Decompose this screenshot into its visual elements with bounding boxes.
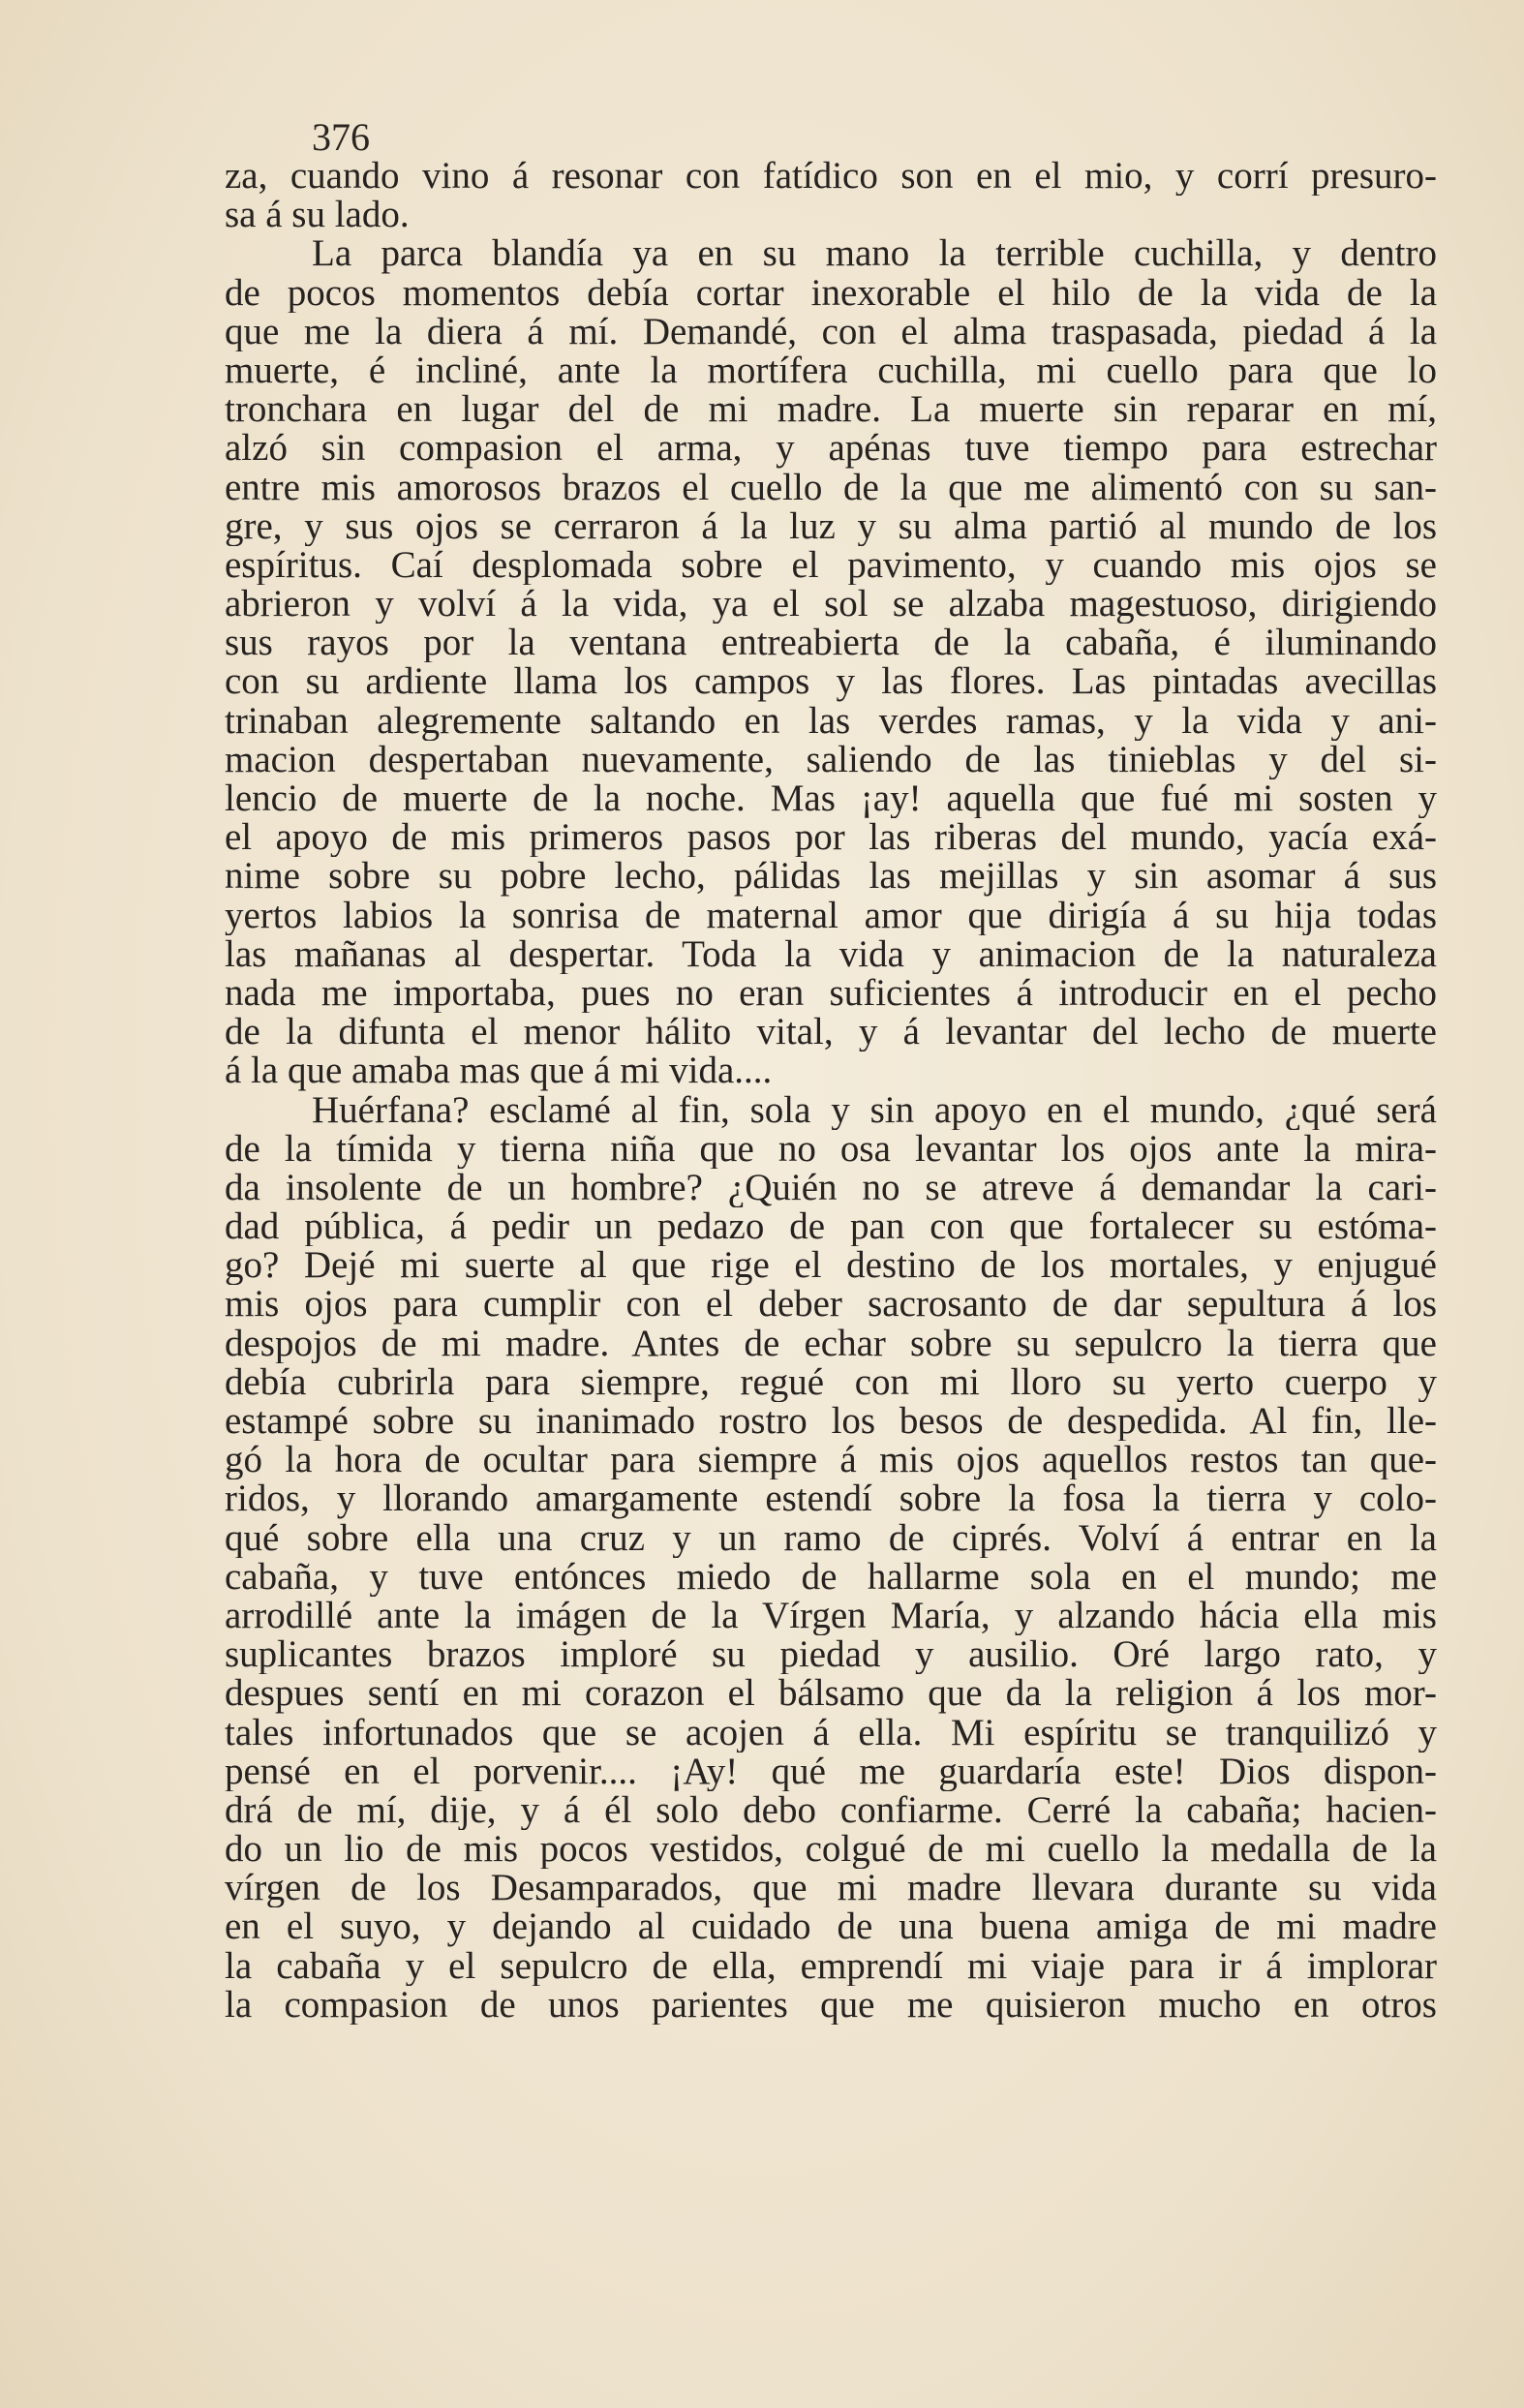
- text-line: sa á su lado.: [225, 196, 410, 235]
- text-line: do un lio de mis pocos vestidos, colgué de mi cuello la medalla de la: [225, 1830, 1437, 1870]
- text-line: da insolente de un hombre? ¿Quién no se atreve á demandar la cari-: [225, 1168, 1437, 1208]
- text-line: La parca blandía ya en su mano la terrible cuchilla, y dentro: [312, 234, 1437, 274]
- text-line: vírgen de los Desamparados, que mi madre llevara durante su vida: [225, 1869, 1437, 1908]
- text-line: nime sobre su pobre lecho, pálidas las mejillas y sin asomar á sus: [225, 857, 1437, 897]
- text-line: macion despertaban nuevamente, saliendo de las tinieblas y del si-: [225, 740, 1437, 779]
- text-line: Huérfana? esclamé al fin, sola y sin apoyo en el mundo, ¿qué será: [312, 1090, 1437, 1130]
- text-line: cabaña, y tuve entónces miedo de hallarme sola en el mundo; me: [225, 1557, 1437, 1597]
- text-line: á la que amaba mas que á mi vida....: [225, 1052, 773, 1091]
- text-line: gre, y sus ojos se cerraron á la luz y su alma partió al mundo de los: [225, 506, 1437, 546]
- text-line: entre mis amorosos brazos el cuello de la que me alimentó con su san-: [225, 468, 1437, 507]
- text-line: yertos labios la sonrisa de maternal amor que dirigía á su hija todas: [225, 896, 1437, 935]
- text-line: pensé en el porvenir.... ¡Ay! qué me guardaría este! Dios dispon-: [225, 1752, 1437, 1791]
- text-line: estampé sobre su inanimado rostro los besos de despedida. Al fin, lle-: [225, 1402, 1437, 1442]
- text-line: drá de mí, dije, y á él solo debo confiarme. Cerré la cabaña; hacien-: [225, 1790, 1437, 1831]
- text-line: tronchara en lugar del de mi madre. La muerte sin reparar en mí,: [225, 390, 1437, 430]
- text-line: despues sentí en mi corazon el bálsamo que da la religion á los mor-: [225, 1674, 1437, 1714]
- text-line: ridos, y llorando amargamente estendí sobre la fosa la tierra y colo-: [225, 1479, 1437, 1519]
- text-line: espíritus. Caí desplomada sobre el pavimento, y cuando mis ojos se: [225, 545, 1437, 586]
- text-line: que me la diera á mí. Demandé, con el alma traspasada, piedad á la: [225, 312, 1437, 351]
- text-line: alzó sin compasion el arma, y apénas tuve tiempo para estrechar: [225, 429, 1437, 469]
- text-line: trinaban alegremente saltando en las verdes ramas, y la vida y ani-: [225, 701, 1437, 741]
- page-number: 376: [312, 115, 370, 159]
- text-line: de pocos momentos debía cortar inexorable el hilo de la vida de la: [225, 273, 1437, 313]
- text-line: la compasion de unos parientes que me quisieron mucho en otros: [225, 1985, 1437, 2025]
- text-line: tales infortunados que se acojen á ella. Mi espíritu se tranquilizó y: [225, 1713, 1437, 1753]
- body-text: [225, 157, 1437, 2025]
- text-line: las mañanas al despertar. Toda la vida y animacion de la naturaleza: [225, 934, 1437, 974]
- text-line: despojos de mi madre. Antes de echar sobre su sepulcro la tierra que: [225, 1324, 1437, 1363]
- text-line: lencio de muerte de la noche. Mas ¡ay! aquella que fué mi sosten y: [225, 779, 1437, 819]
- text-line: de la tímida y tierna niña que no osa levantar los ojos ante la mira-: [225, 1129, 1437, 1169]
- text-line: nada me importaba, pues no eran suficientes á introducir en el pecho: [225, 973, 1437, 1014]
- text-line: la cabaña y el sepulcro de ella, emprendí mi viaje para ir á implorar: [225, 1946, 1437, 1986]
- text-line: dad pública, á pedir un pedazo de pan con que fortalecer su estóma-: [225, 1207, 1437, 1247]
- text-line: mis ojos para cumplir con el deber sacrosanto de dar sepultura á los: [225, 1285, 1437, 1325]
- text-line: go? Dejé mi suerte al que rige el destino de los mortales, y enjugué: [225, 1246, 1437, 1286]
- text-line: suplicantes brazos imploré su piedad y ausilio. Oré largo rato, y: [225, 1635, 1437, 1675]
- text-line: muerte, é incliné, ante la mortífera cuchilla, mi cuello para que lo: [225, 351, 1437, 391]
- text-line: za, cuando vino á resonar con fatídico son en el mio, y corrí presuro-: [225, 157, 1437, 197]
- text-line: en el suyo, y dejando al cuidado de una buena amiga de mi madre: [225, 1907, 1437, 1947]
- text-line: con su ardiente llama los campos y las flores. Las pintadas avecillas: [225, 662, 1437, 702]
- text-line: abrieron y volví á la vida, ya el sol se alzaba magestuoso, dirigiendo: [225, 585, 1437, 625]
- text-line: arrodillé ante la imágen de la Vírgen María, y alzando hácia ella mis: [225, 1596, 1437, 1636]
- text-line: de la difunta el menor hálito vital, y á levantar del lecho de muerte: [225, 1013, 1437, 1052]
- text-line: qué sobre ella una cruz y un ramo de ciprés. Volví á entrar en la: [225, 1518, 1437, 1558]
- text-line: gó la hora de ocultar para siempre á mis ojos aquellos restos tan que-: [225, 1441, 1437, 1480]
- text-line: debía cubrirla para siempre, regué con mi lloro su yerto cuerpo y: [225, 1362, 1437, 1402]
- text-line: el apoyo de mis primeros pasos por las riberas del mundo, yacía exá-: [225, 818, 1437, 858]
- text-line: sus rayos por la ventana entreabierta de la cabaña, é iluminando: [225, 624, 1437, 663]
